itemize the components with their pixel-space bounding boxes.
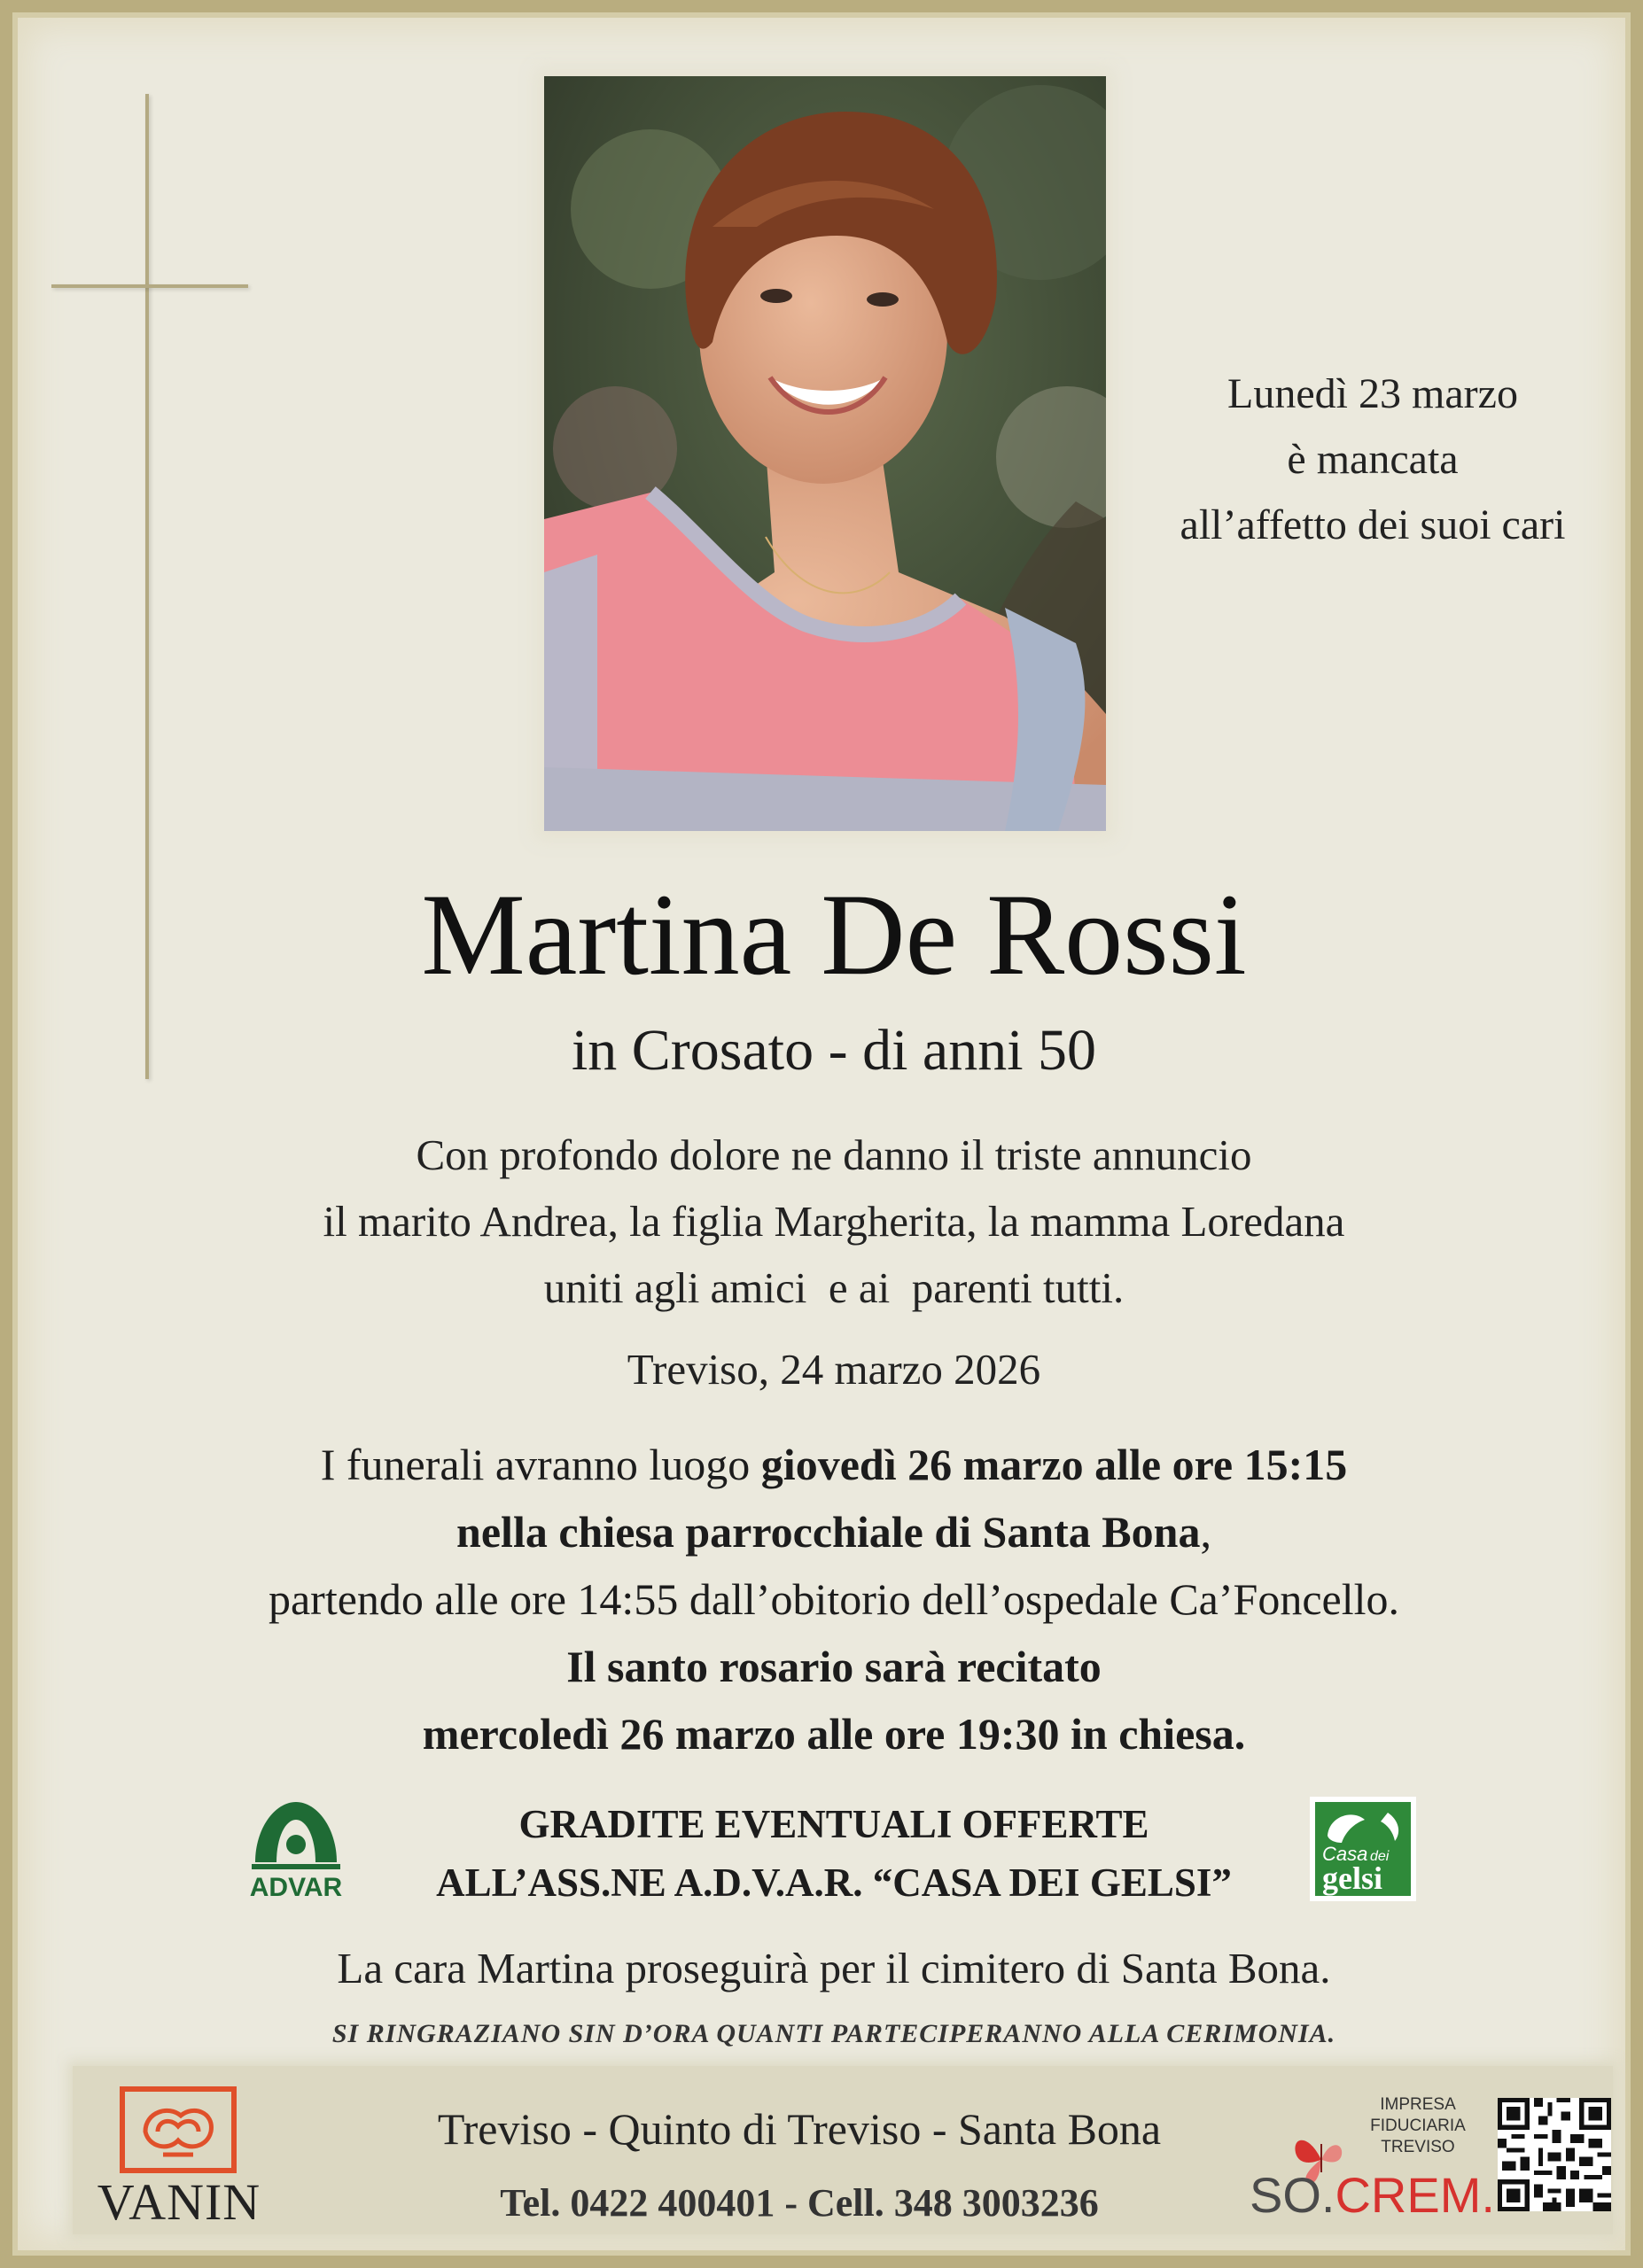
gelsi-logo-text-top: Casa [1322,1843,1368,1865]
announcement-line-3: uniti agli amici e ai parenti tutti. [543,1263,1125,1312]
thanks-note: SI RINGRAZIANO SIN D’ORA QUANTI PARTECIPERANNO ALLA CERIMONIA. [331,2019,1336,2048]
announcement-line-2: il marito Andrea, la figlia Margherita, la mamma Loredana [323,1197,1345,1246]
funeral-line-2-regular: , [1200,1507,1211,1557]
vanin-name: VANIN [97,2173,261,2231]
announcement-line-1: Con profondo dolore ne danno il triste annuncio [416,1130,1252,1179]
socrem-tagline-line-2: FIDUCIARIA [1370,2117,1466,2135]
gelsi-logo-text-mid: dei [1370,1849,1390,1864]
deceased-name: Martina De Rossi [421,869,1247,999]
rosary-line-2: mercoledì 26 marzo alle ore 19:30 in chiesa. [422,1709,1246,1759]
qr-code-icon[interactable] [1498,2098,1611,2211]
funeral-info [12,1431,1643,1767]
funeral-church: nella chiesa parrocchiale di Santa Bona [456,1507,1201,1557]
funeral-home-footer [73,2066,1613,2234]
funeral-line-1-regular: I funerali avranno luogo [320,1440,761,1489]
rosary-line-1: Il santo rosario sarà recitato [566,1642,1102,1691]
offers-request [305,1795,1363,1912]
socrem-tagline-line-1: IMPRESA [1380,2095,1456,2114]
passing-line-3: all’affetto dei suoi cari [1180,501,1566,548]
passing-line-1: Lunedì 23 marzo [1227,370,1518,417]
place-date: Treviso, 24 marzo 2026 [627,1345,1041,1394]
funeral-line-1 [12,1431,1643,1498]
deceased-subtitle: in Crosato - di anni 50 [571,1018,1097,1083]
socrem-logo-text [1250,2167,1498,2224]
passing-line-2: è mancata [1287,436,1459,483]
socrem-tagline-line-3: TREVISO [1381,2138,1455,2156]
funeral-date-time: giovedì 26 marzo alle ore 15:15 [760,1440,1348,1489]
footer-locations: Treviso - Quinto di Treviso - Santa Bona [437,2104,1162,2154]
advar-logo-text: ADVAR [249,1873,343,1902]
passing-notice [1138,361,1608,558]
funeral-line-2 [12,1498,1643,1565]
offers-line-2: ALL’ASS.NE A.D.V.A.R. “CASA DEI GELSI” [436,1860,1232,1905]
cross-horizontal-bar [51,284,248,288]
announcement [12,1122,1643,1321]
socrem-so: SO. [1250,2167,1335,2223]
socrem-tagline [1356,2094,1480,2158]
funeral-line-3: partendo alle ore 14:55 dall’obitorio dell’ospedale Ca’Foncello. [268,1574,1399,1624]
casa-dei-gelsi-logo [1310,1797,1416,1901]
gelsi-logo-text-bottom: gelsi [1322,1860,1382,1896]
vanin-logo [119,2085,237,2174]
footer-phone-numbers: Tel. 0422 400401 - Cell. 348 3003236 [500,2181,1099,2225]
socrem-crem: CREM. [1335,2167,1495,2223]
offers-line-1: GRADITE EVENTUALI OFFERTE [518,1802,1149,1846]
portrait-photo [544,76,1106,831]
cemetery-note: La cara Martina proseguirà per il cimitero di Santa Bona. [337,1944,1331,1992]
